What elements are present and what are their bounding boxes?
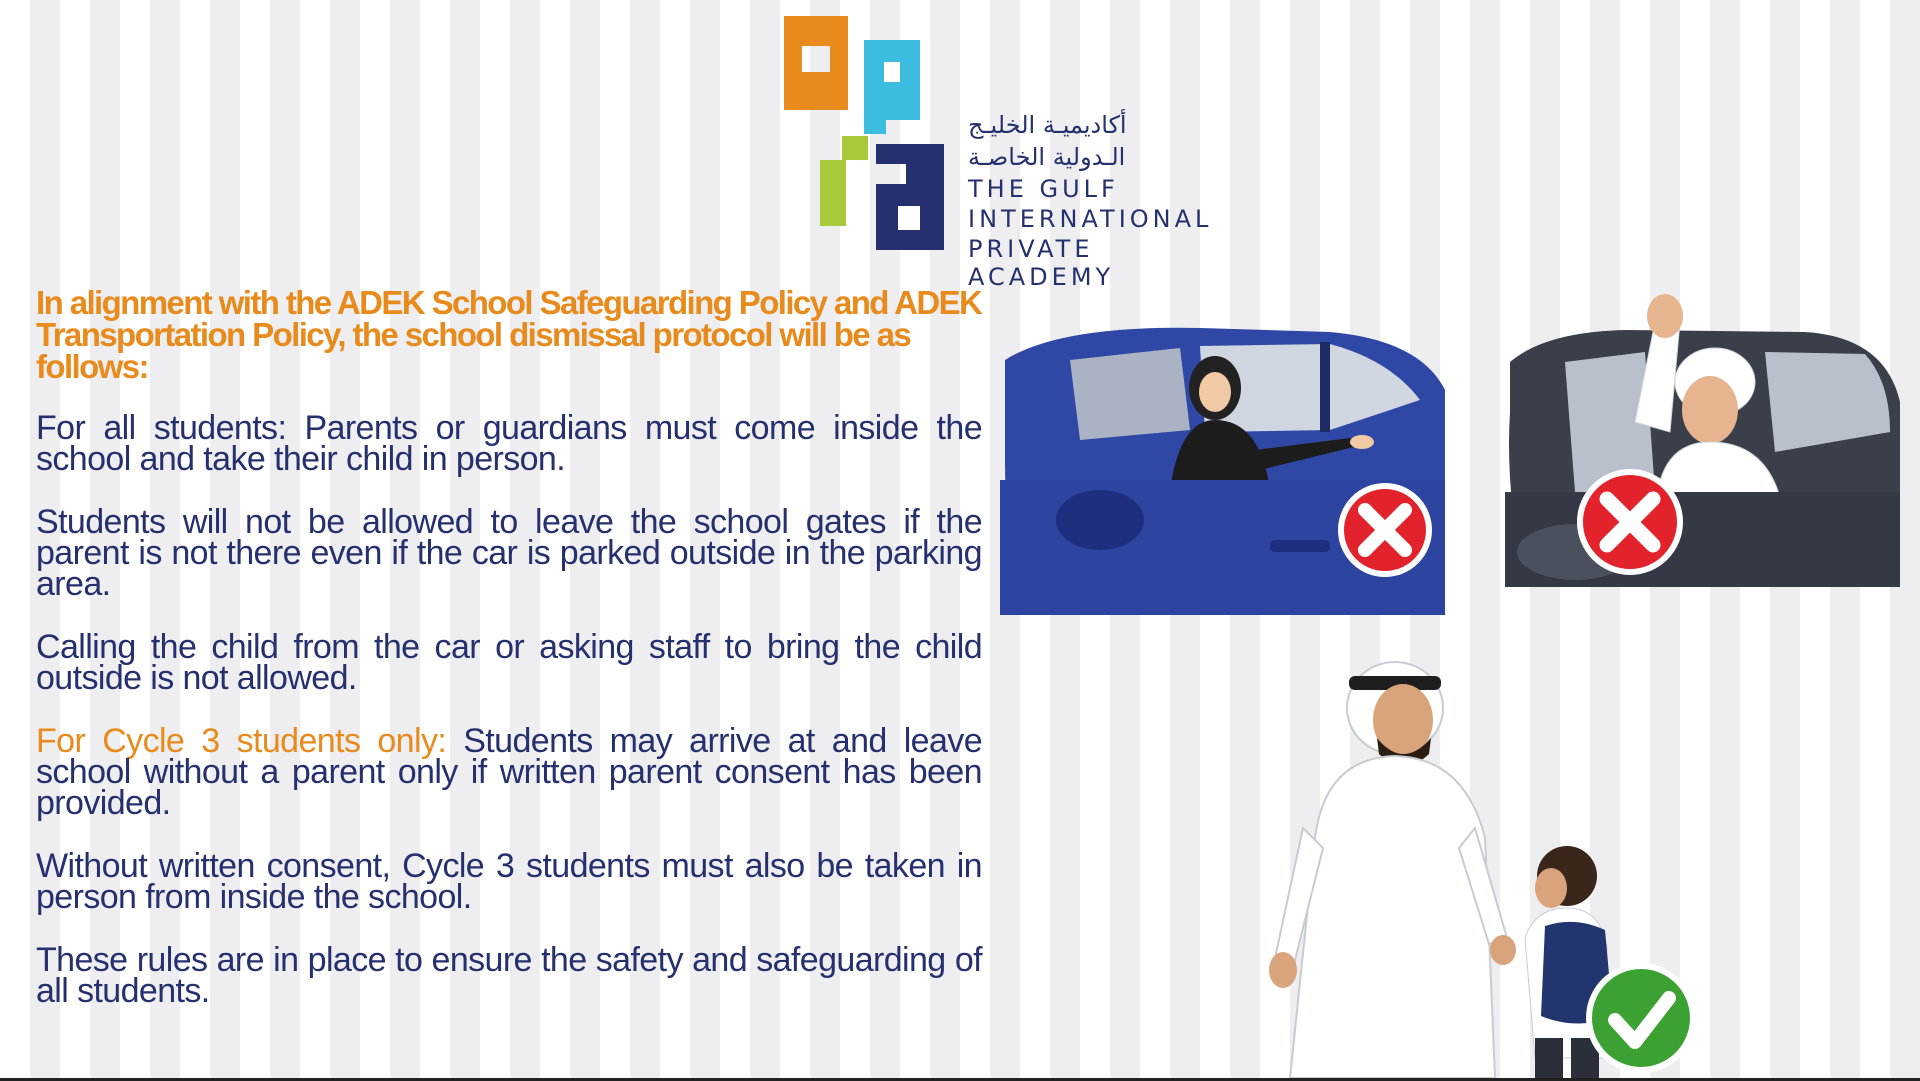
logo-english-line2: INTERNATIONAL	[968, 205, 1213, 233]
paragraph-all-students: For all students: Parents or guardians must come inside the school and take their child in person.	[36, 409, 982, 478]
logo-english-line3: PRIVATE ACADEMY	[968, 235, 1115, 291]
school-logo	[780, 14, 1250, 291]
logo-mark-icon	[780, 14, 950, 254]
cycle3-highlight: For Cycle 3 students only:	[36, 722, 447, 760]
cross-icon	[1580, 472, 1680, 572]
check-icon	[1589, 966, 1693, 1070]
paragraph-safety: These rules are in place to ensure the safety and safeguarding of all students.	[36, 941, 982, 1010]
paragraph-consent: Without written consent, Cycle 3 students must also be taken in person from inside the school.	[36, 847, 982, 916]
cross-icon	[1341, 486, 1429, 574]
illustration-woman-in-car	[1000, 320, 1450, 615]
cycle3-text: Students may arrive at and leave school without a parent only if written parent consent has been provided.	[36, 722, 982, 822]
intro-heading: In alignment with the ADEK School Safeguarding Policy and ADEK Transportation Policy, the school dismissal protocol will be as follows:	[36, 284, 982, 385]
logo-english-line1: THE GULF	[968, 175, 1119, 203]
paragraph-cycle3	[36, 722, 982, 822]
logo-arabic-line2: الـدولية الخاصـة	[968, 143, 1126, 171]
paragraph-gates: Students will not be allowed to leave the school gates if the parent is not there even if the car is parked outside in the parking area.	[36, 503, 982, 603]
logo-arabic-line1: أكاديميـة الخليـج	[968, 111, 1127, 139]
paragraph-calling: Calling the child from the car or asking staff to bring the child outside is not allowed.	[36, 628, 982, 697]
illustration-father-with-child	[1245, 638, 1705, 1078]
policy-text	[36, 284, 982, 1039]
illustration-man-in-car	[1505, 292, 1905, 592]
